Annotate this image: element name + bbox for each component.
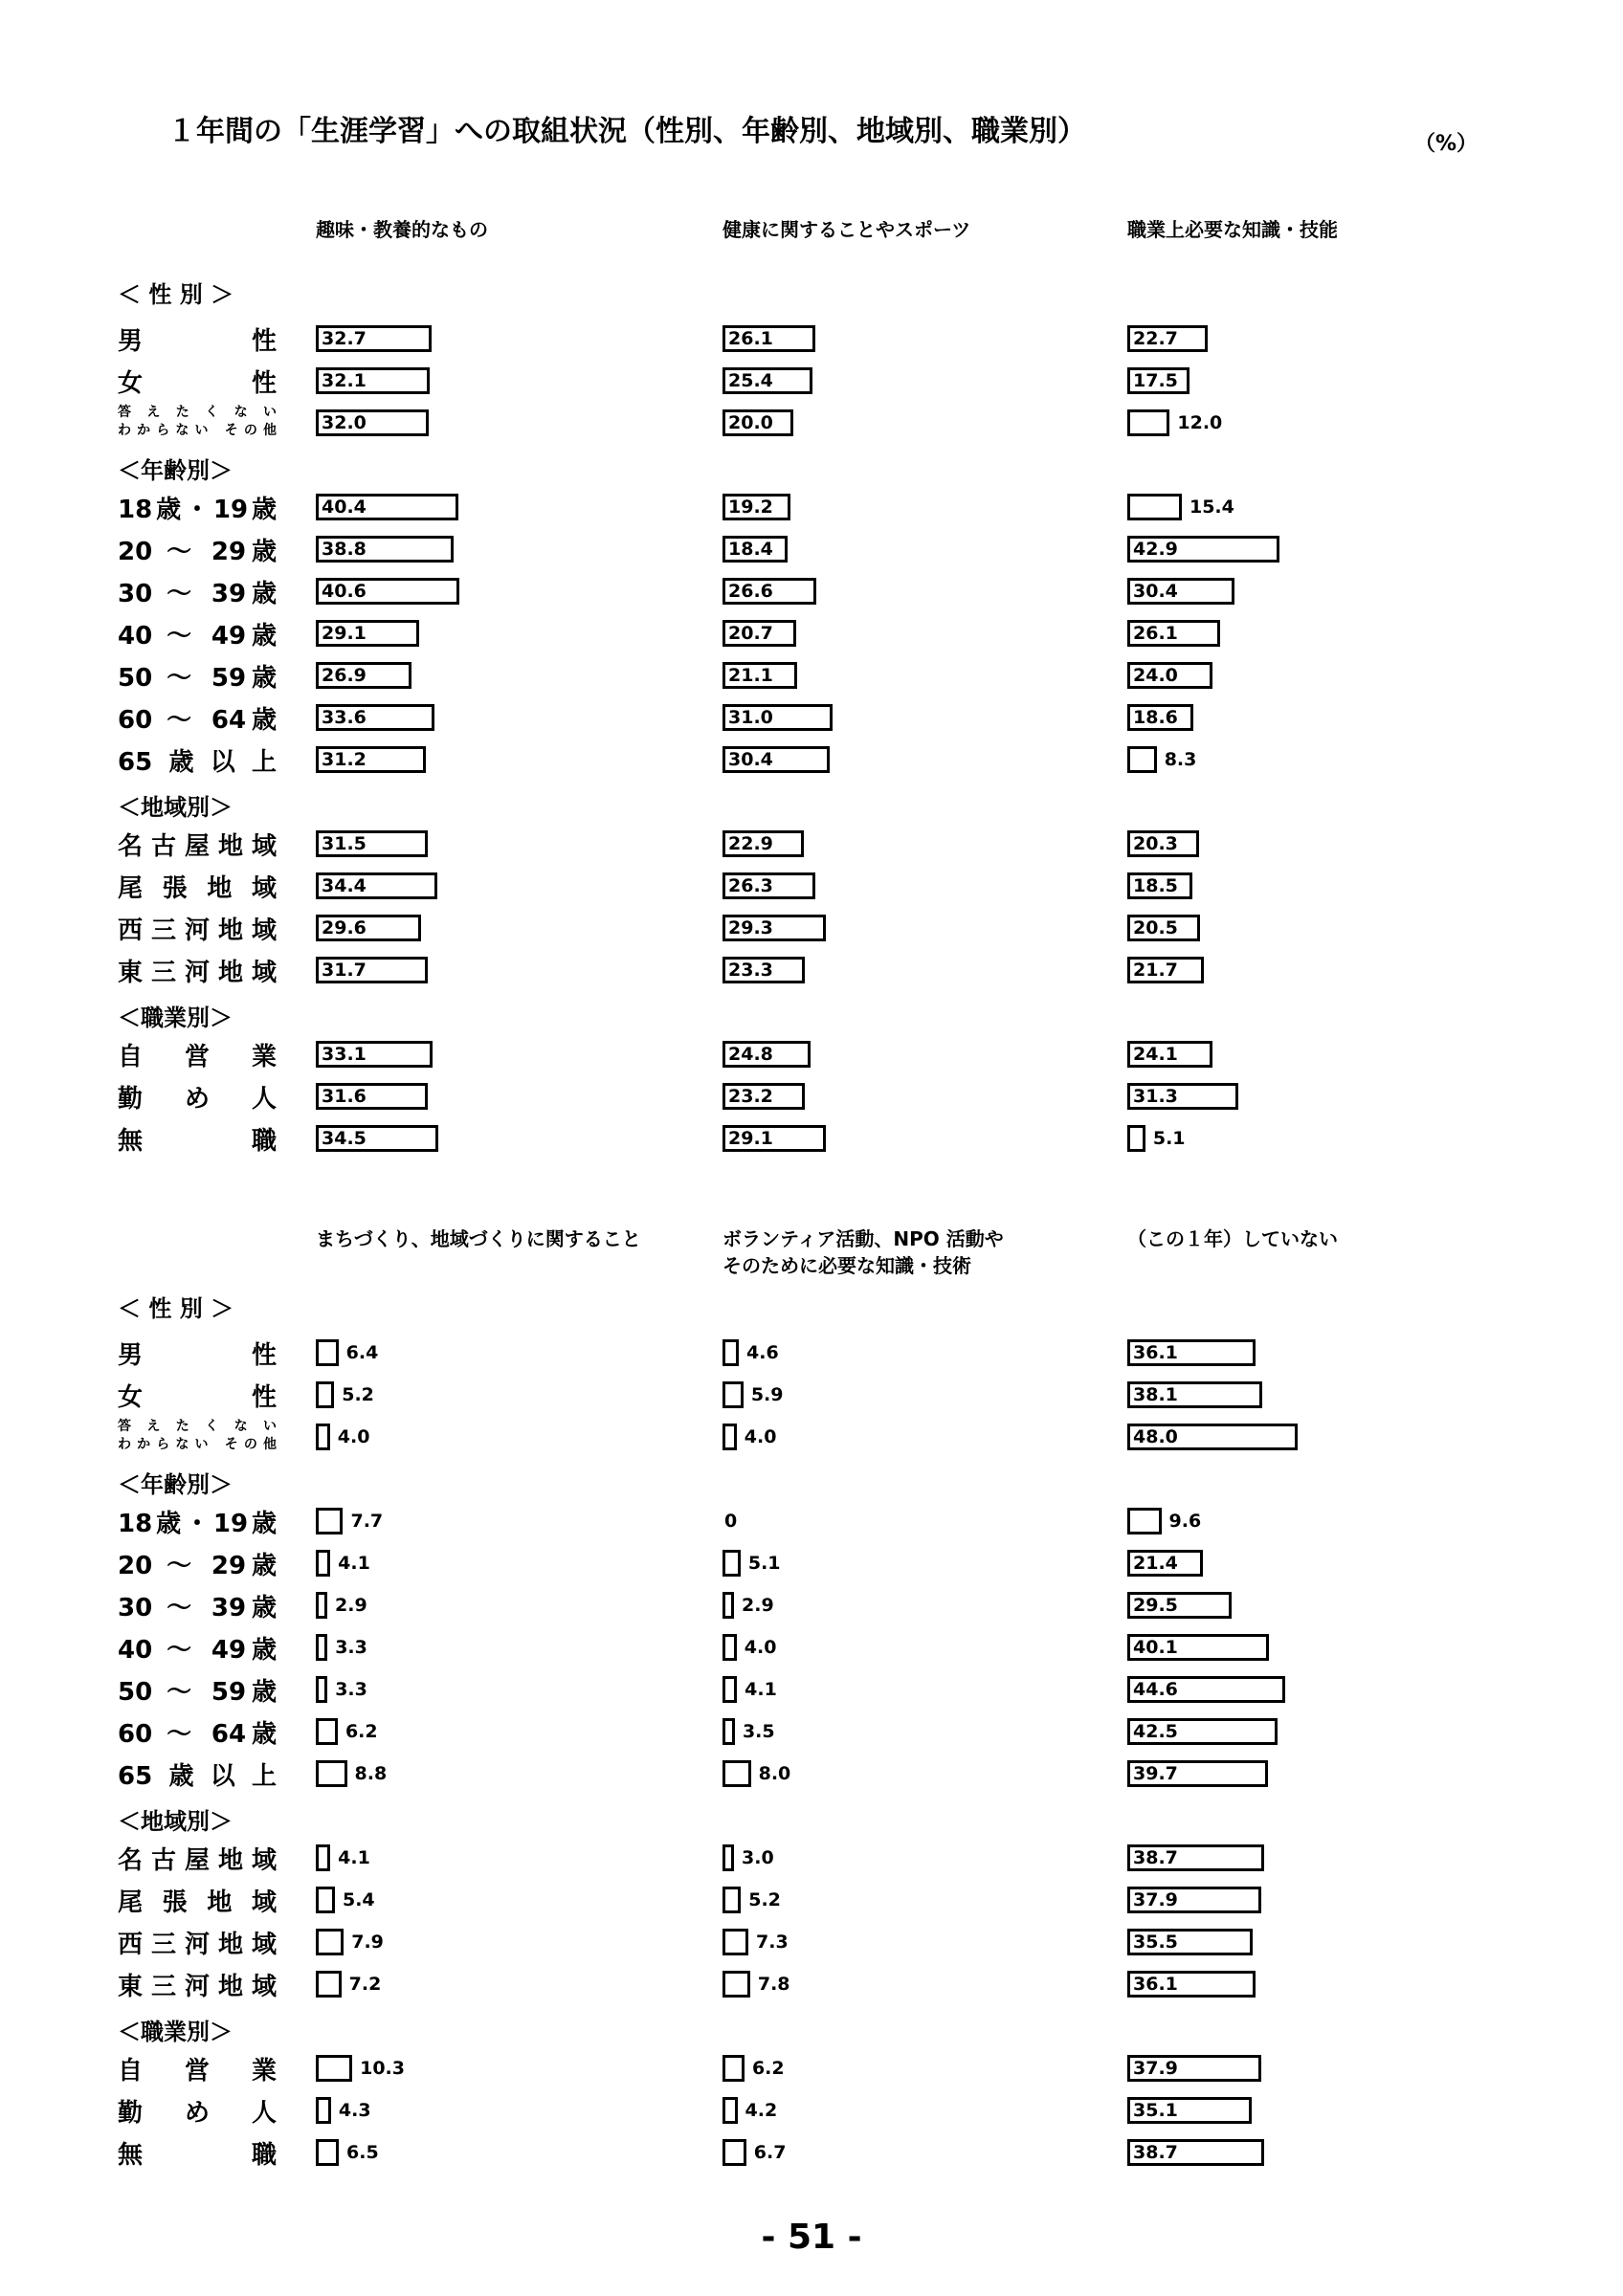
data-label: 33.6 bbox=[322, 707, 367, 728]
row-label-line: わからない その他 bbox=[118, 423, 277, 438]
row-label-line: 答えたくない bbox=[118, 1419, 277, 1434]
row-label bbox=[118, 1418, 277, 1454]
data-label: 36.1 bbox=[1133, 1974, 1178, 1995]
row-label: 30 ～ 39歳 bbox=[118, 580, 277, 608]
bar bbox=[316, 2055, 352, 2082]
data-label: 10.3 bbox=[360, 2058, 405, 2079]
data-label: 26.9 bbox=[322, 665, 367, 686]
bar bbox=[723, 1676, 737, 1703]
data-label: 4.3 bbox=[338, 2100, 371, 2121]
group-heading: ＜年齢別＞ bbox=[118, 1471, 233, 1498]
data-label: 19.2 bbox=[728, 497, 773, 518]
bar bbox=[316, 2097, 331, 2124]
data-label: 31.0 bbox=[728, 707, 773, 728]
data-label: 5.2 bbox=[342, 1384, 374, 1405]
data-label: 18.4 bbox=[728, 539, 773, 560]
row-label: 男性 bbox=[118, 327, 277, 356]
data-label: 5.1 bbox=[1152, 1128, 1186, 1149]
row-label bbox=[118, 404, 277, 440]
series-header: まちづくり、地域づくりに関すること bbox=[316, 1227, 641, 1250]
data-label: 6.2 bbox=[751, 2058, 785, 2079]
page-number: - 51 - bbox=[761, 2218, 862, 2257]
group-heading: ＜ 性 別 ＞ bbox=[118, 1295, 234, 1322]
row-label: 勤め人 bbox=[118, 2099, 277, 2128]
data-label: 38.8 bbox=[322, 539, 367, 560]
data-label: 38.1 bbox=[1133, 1384, 1178, 1405]
data-label: 33.1 bbox=[322, 1044, 367, 1065]
group-heading: ＜ 性 別 ＞ bbox=[118, 281, 234, 308]
data-label: 32.7 bbox=[322, 328, 367, 349]
bar bbox=[723, 1381, 744, 1408]
row-label: 40 ～ 49歳 bbox=[118, 622, 277, 651]
data-label: 24.1 bbox=[1133, 1044, 1178, 1065]
data-label: 6.2 bbox=[345, 1721, 378, 1742]
data-label: 12.0 bbox=[1177, 412, 1223, 433]
data-label: 29.1 bbox=[322, 623, 367, 644]
data-label: 7.9 bbox=[351, 1932, 384, 1953]
row-label: 名古屋地域 bbox=[118, 1846, 277, 1875]
bar bbox=[723, 2055, 745, 2082]
data-label: 24.0 bbox=[1133, 665, 1178, 686]
data-label: 30.4 bbox=[728, 749, 773, 770]
row-label-line: 答えたくない bbox=[118, 405, 277, 420]
bar bbox=[723, 1550, 741, 1577]
row-label: 名古屋地域 bbox=[118, 832, 277, 861]
bar bbox=[723, 1339, 739, 1366]
row-label: 男性 bbox=[118, 1341, 277, 1370]
bar bbox=[316, 2139, 339, 2166]
row-label: 西三河地域 bbox=[118, 1931, 277, 1959]
data-label: 4.0 bbox=[337, 1426, 370, 1447]
row-label: 西三河地域 bbox=[118, 916, 277, 945]
data-label: 34.5 bbox=[322, 1128, 367, 1149]
row-label: 65歳以上 bbox=[118, 1762, 277, 1791]
page-title: １年間の「生涯学習」への取組状況（性別、年齢別、地域別、職業別） bbox=[167, 115, 1086, 148]
data-label: 31.5 bbox=[322, 833, 367, 854]
row-label-line: わからない その他 bbox=[118, 1437, 277, 1452]
row-label: 無職 bbox=[118, 1127, 277, 1156]
data-label: 48.0 bbox=[1133, 1426, 1178, 1447]
bar bbox=[1127, 1508, 1162, 1534]
bar bbox=[723, 1887, 741, 1913]
bar bbox=[1127, 494, 1182, 520]
row-label: 20 ～ 29歳 bbox=[118, 538, 277, 566]
data-label: 35.1 bbox=[1133, 2100, 1178, 2121]
group-heading: ＜年齢別＞ bbox=[118, 457, 233, 484]
row-label: 65歳以上 bbox=[118, 748, 277, 777]
data-label: 7.8 bbox=[757, 1974, 790, 1995]
data-label: 6.4 bbox=[345, 1342, 379, 1363]
data-label: 35.5 bbox=[1133, 1932, 1178, 1953]
data-label: 34.4 bbox=[322, 875, 367, 896]
data-label: 40.6 bbox=[322, 581, 367, 602]
data-label: 4.1 bbox=[745, 1679, 777, 1700]
data-label: 5.9 bbox=[750, 1384, 784, 1405]
data-label: 29.1 bbox=[728, 1128, 773, 1149]
data-label: 8.3 bbox=[1164, 749, 1197, 770]
data-label: 29.3 bbox=[728, 917, 773, 938]
group-heading: ＜地域別＞ bbox=[118, 794, 233, 821]
data-label: 5.1 bbox=[747, 1553, 781, 1574]
data-label: 4.6 bbox=[746, 1342, 779, 1363]
bar bbox=[723, 1929, 748, 1955]
data-label: 3.3 bbox=[335, 1679, 367, 1700]
data-label: 0 bbox=[724, 1511, 738, 1532]
row-label: 東三河地域 bbox=[118, 1973, 277, 2001]
data-label: 7.2 bbox=[348, 1974, 382, 1995]
data-label: 2.9 bbox=[742, 1595, 774, 1616]
row-label: 20 ～ 29歳 bbox=[118, 1552, 277, 1580]
data-label: 29.5 bbox=[1133, 1595, 1178, 1616]
data-label: 42.9 bbox=[1133, 539, 1178, 560]
data-label: 26.1 bbox=[728, 328, 773, 349]
data-label: 21.7 bbox=[1133, 960, 1178, 981]
bar bbox=[723, 1718, 735, 1745]
data-label: 17.5 bbox=[1133, 370, 1178, 391]
row-label: 東三河地域 bbox=[118, 959, 277, 987]
data-label: 22.9 bbox=[728, 833, 773, 854]
series-header: 健康に関することやスポーツ bbox=[723, 218, 971, 241]
data-label: 21.4 bbox=[1133, 1553, 1178, 1574]
series-header: 職業上必要な知識・技能 bbox=[1127, 218, 1338, 241]
data-label: 7.3 bbox=[756, 1932, 789, 1953]
data-label: 5.2 bbox=[748, 1889, 781, 1910]
row-label: 無職 bbox=[118, 2141, 277, 2170]
data-label: 22.7 bbox=[1133, 328, 1178, 349]
bar bbox=[723, 1424, 737, 1450]
data-label: 20.7 bbox=[728, 623, 773, 644]
data-label: 23.3 bbox=[728, 960, 773, 981]
bar bbox=[723, 1760, 751, 1787]
data-label: 4.1 bbox=[338, 1553, 370, 1574]
bar bbox=[1127, 746, 1157, 773]
bar bbox=[316, 1718, 338, 1745]
data-label: 32.1 bbox=[322, 370, 367, 391]
series-header: ボランティア活動、NPO 活動や そのために必要な知識・技術 bbox=[723, 1227, 1004, 1277]
data-label: 6.7 bbox=[753, 2142, 787, 2163]
series-header: （この１年）していない bbox=[1127, 1227, 1338, 1250]
bar bbox=[316, 1424, 330, 1450]
bar bbox=[1127, 409, 1169, 436]
data-label: 8.0 bbox=[758, 1763, 791, 1784]
group-heading: ＜地域別＞ bbox=[118, 1808, 233, 1835]
data-label: 4.1 bbox=[338, 1847, 370, 1868]
bar bbox=[316, 1508, 343, 1534]
data-label: 37.9 bbox=[1133, 1889, 1178, 1910]
data-label: 4.0 bbox=[744, 1426, 777, 1447]
data-label: 26.3 bbox=[728, 875, 773, 896]
data-label: 3.5 bbox=[742, 1721, 775, 1742]
data-label: 20.5 bbox=[1133, 917, 1178, 938]
row-label: 尾張地域 bbox=[118, 874, 277, 903]
data-label: 18.5 bbox=[1133, 875, 1178, 896]
data-label: 4.0 bbox=[744, 1637, 777, 1658]
data-label: 24.8 bbox=[728, 1044, 773, 1065]
bar bbox=[316, 1634, 327, 1661]
row-label: 自営業 bbox=[118, 1043, 277, 1071]
data-label: 29.6 bbox=[322, 917, 367, 938]
data-label: 23.2 bbox=[728, 1086, 773, 1107]
data-label: 37.9 bbox=[1133, 2058, 1178, 2079]
bar bbox=[723, 1971, 750, 1998]
row-label: 勤め人 bbox=[118, 1085, 277, 1114]
data-label: 32.0 bbox=[322, 412, 367, 433]
group-heading: ＜職業別＞ bbox=[118, 2019, 233, 2045]
bar bbox=[316, 1339, 339, 1366]
data-label: 20.3 bbox=[1133, 833, 1178, 854]
data-label: 31.6 bbox=[322, 1086, 367, 1107]
data-label: 2.9 bbox=[335, 1595, 367, 1616]
data-label: 7.7 bbox=[350, 1511, 384, 1532]
data-label: 44.6 bbox=[1133, 1679, 1178, 1700]
row-label: 50 ～ 59歳 bbox=[118, 1678, 277, 1707]
data-label: 26.6 bbox=[728, 581, 773, 602]
row-label: 18歳・19歳 bbox=[118, 496, 277, 524]
data-label: 40.1 bbox=[1133, 1637, 1178, 1658]
data-label: 31.7 bbox=[322, 960, 367, 981]
row-label: 30 ～ 39歳 bbox=[118, 1594, 277, 1623]
data-label: 20.0 bbox=[728, 412, 773, 433]
bar bbox=[1127, 1125, 1145, 1152]
bar bbox=[723, 1592, 734, 1619]
data-label: 3.0 bbox=[742, 1847, 774, 1868]
row-label: 女性 bbox=[118, 1383, 277, 1412]
bar bbox=[316, 1844, 330, 1871]
data-label: 39.7 bbox=[1133, 1763, 1178, 1784]
data-label: 5.4 bbox=[342, 1889, 375, 1910]
bar bbox=[316, 1676, 327, 1703]
data-label: 36.1 bbox=[1133, 1342, 1178, 1363]
series-header: 趣味・教養的なもの bbox=[316, 218, 488, 241]
bar bbox=[316, 1550, 330, 1577]
data-label: 38.7 bbox=[1133, 2142, 1178, 2163]
data-label: 31.2 bbox=[322, 749, 367, 770]
data-label: 4.2 bbox=[745, 2100, 778, 2121]
bar bbox=[316, 1971, 342, 1998]
row-label: 60 ～ 64歳 bbox=[118, 706, 277, 735]
bar bbox=[316, 1887, 335, 1913]
bar bbox=[723, 1634, 737, 1661]
bar bbox=[316, 1592, 327, 1619]
row-label: 自営業 bbox=[118, 2057, 277, 2086]
data-label: 31.3 bbox=[1133, 1086, 1178, 1107]
group-heading: ＜職業別＞ bbox=[118, 1004, 233, 1031]
bar bbox=[723, 2097, 738, 2124]
data-label: 21.1 bbox=[728, 665, 773, 686]
data-label: 40.4 bbox=[322, 497, 367, 518]
row-label: 18歳・19歳 bbox=[118, 1510, 277, 1538]
bar bbox=[723, 2139, 746, 2166]
row-label: 60 ～ 64歳 bbox=[118, 1720, 277, 1749]
data-label: 18.6 bbox=[1133, 707, 1178, 728]
data-label: 3.3 bbox=[335, 1637, 367, 1658]
bar bbox=[316, 1760, 347, 1787]
data-label: 8.8 bbox=[354, 1763, 388, 1784]
unit-label: （%） bbox=[1414, 132, 1478, 156]
row-label: 尾張地域 bbox=[118, 1888, 277, 1917]
bar bbox=[723, 1844, 734, 1871]
data-label: 25.4 bbox=[728, 370, 773, 391]
data-label: 30.4 bbox=[1133, 581, 1178, 602]
bar bbox=[316, 1381, 334, 1408]
row-label: 50 ～ 59歳 bbox=[118, 664, 277, 693]
data-label: 42.5 bbox=[1133, 1721, 1178, 1742]
bar bbox=[316, 1929, 344, 1955]
data-label: 6.5 bbox=[346, 2142, 379, 2163]
row-label: 40 ～ 49歳 bbox=[118, 1636, 277, 1665]
data-label: 9.6 bbox=[1168, 1511, 1202, 1532]
data-label: 38.7 bbox=[1133, 1847, 1178, 1868]
row-label: 女性 bbox=[118, 369, 277, 398]
data-label: 26.1 bbox=[1133, 623, 1178, 644]
data-label: 15.4 bbox=[1189, 497, 1234, 518]
